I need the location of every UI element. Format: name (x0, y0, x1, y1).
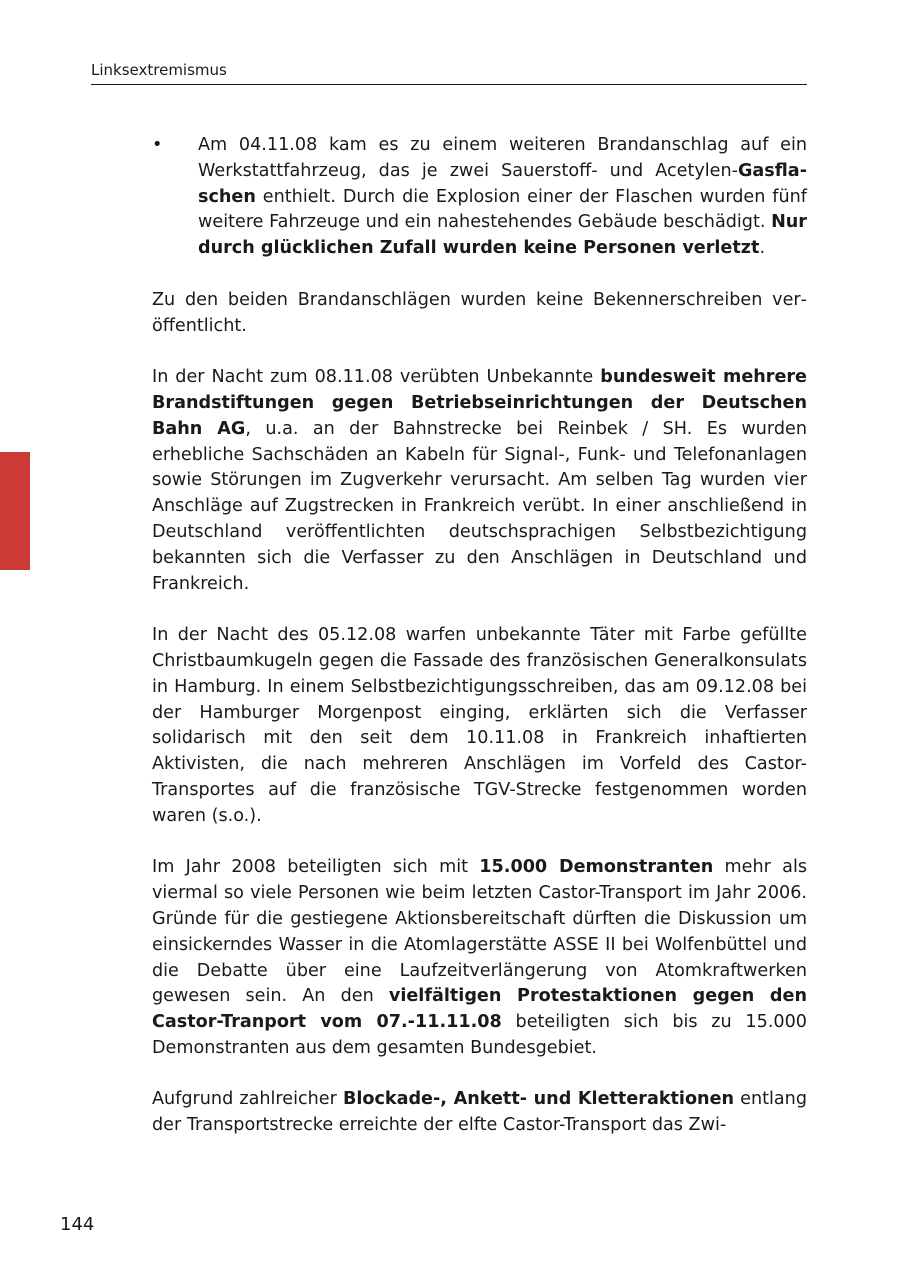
paragraph-text: entlang der Transportstrecke erreichte der elfte Castor-Transport das Zwi- (152, 1089, 807, 1136)
bullet-bold-text: Gasflaschen (198, 160, 807, 207)
paragraph-text: Zu den beiden Brandanschlägen wurden keine Bekennerschreiben veröffentlicht. (152, 289, 807, 336)
running-header-title: Linksextremismus (91, 61, 227, 79)
paragraph-bold-text: Blockade-, Ankett- und Kletteraktionen (342, 1089, 735, 1110)
running-header (91, 60, 807, 85)
paragraph-bold-text: vielfältigen Protestaktionen gegen den Castor-Tranport vom 07.-11.11.08 (152, 986, 807, 1033)
paragraph-2 (152, 365, 807, 597)
paragraph-text: Aufgrund zahlreicher (152, 1089, 343, 1110)
paragraph-3 (152, 623, 807, 829)
bullet-text: enthielt. Durch die Explosion einer der Flaschen wurden fünf weitere Fahrzeuge und ein nahestehendes Gebäude beschädigt. (198, 186, 807, 233)
paragraph-text: beteiligten sich bis zu 15.000 Demonstranten aus dem gesamten Bundesgebiet. (152, 1012, 807, 1058)
bullet-item (152, 133, 807, 262)
paragraph-text: In der Nacht des 05.12.08 warfen unbekannte Täter mit Farbe gefüllte Christbaumkugeln gegen die Fassade des französischen Generalkonsulats in Hamburg. In einem Selbstbezichtigungsschreiben, das am 09.12.08 bei der Hamburger Morgenpost einging, erklärten sich die Verfasser solidarisch mit den seit dem 10.11.08 in Frankreich inhaftierten Aktivisten, die nach mehreren Anschlägen im Vorfeld des Castor-Transportes auf die französische TGV-Strecke festgenommen worden waren (s.o.). (152, 625, 807, 826)
paragraph-bold-text: 15.000 Demonstranten (479, 857, 714, 878)
bullet-mark: • (152, 135, 163, 155)
page-number: 144 (60, 1214, 95, 1235)
paragraph-text: In der Nacht zum 08.11.08 verübten Unbekannte (152, 367, 601, 388)
paragraph-text: Im Jahr 2008 beteiligten sich mit (152, 857, 480, 878)
bullet-text: Am 04.11.08 kam es zu einem weiteren Brandanschlag auf ein Werkstattfahrzeug, das je zwei Sauerstoff- und Acetylen- (198, 135, 807, 181)
bullet-bold-text: Nur durch glücklichen Zufall wurden keine Personen verletzt (198, 212, 807, 259)
paragraph-1 (152, 288, 807, 340)
bullet-text: . (759, 238, 766, 259)
paragraph-text: , u.a. an der Bahnstrecke bei Reinbek / SH. Es wurden erhebliche Sachschäden an Kabeln für Signal-, Funk- und Telefonanlagen sowie Störungen im Zugverkehr verursacht. Am selben Tag wurden vier Anschläge auf Zugstrecken in Frankreich verübt. In einer anschließend in Deutschland veröffentlichten deutschsprachigen Selbstbezichtigung bekannten sich die Verfasser zu den Anschlägen in Deutschland und Frankreich. (152, 418, 807, 594)
paragraph-bold-text: bundesweit mehrere Brandstiftungen gegen Betriebseinrichtungen der Deutschen Bahn AG (152, 367, 807, 439)
paragraph-5 (152, 1087, 807, 1139)
paragraph-4 (152, 855, 807, 1061)
page-body (152, 133, 807, 1165)
paragraph-text: mehr als viermal so viele Personen wie beim letzten Castor-Transport im Jahr 2006. Gründe für die gestiegene Aktionsbereitschaft dürften die Diskussion um einsickerndes Wasser in die Atomlagerstätte ASSE II bei Wolfenbüttel und die Debatte über eine Laufzeitverlängerung von Atomkraftwerken gewesen sein. An den (152, 857, 807, 1007)
chapter-side-tab (0, 452, 30, 570)
